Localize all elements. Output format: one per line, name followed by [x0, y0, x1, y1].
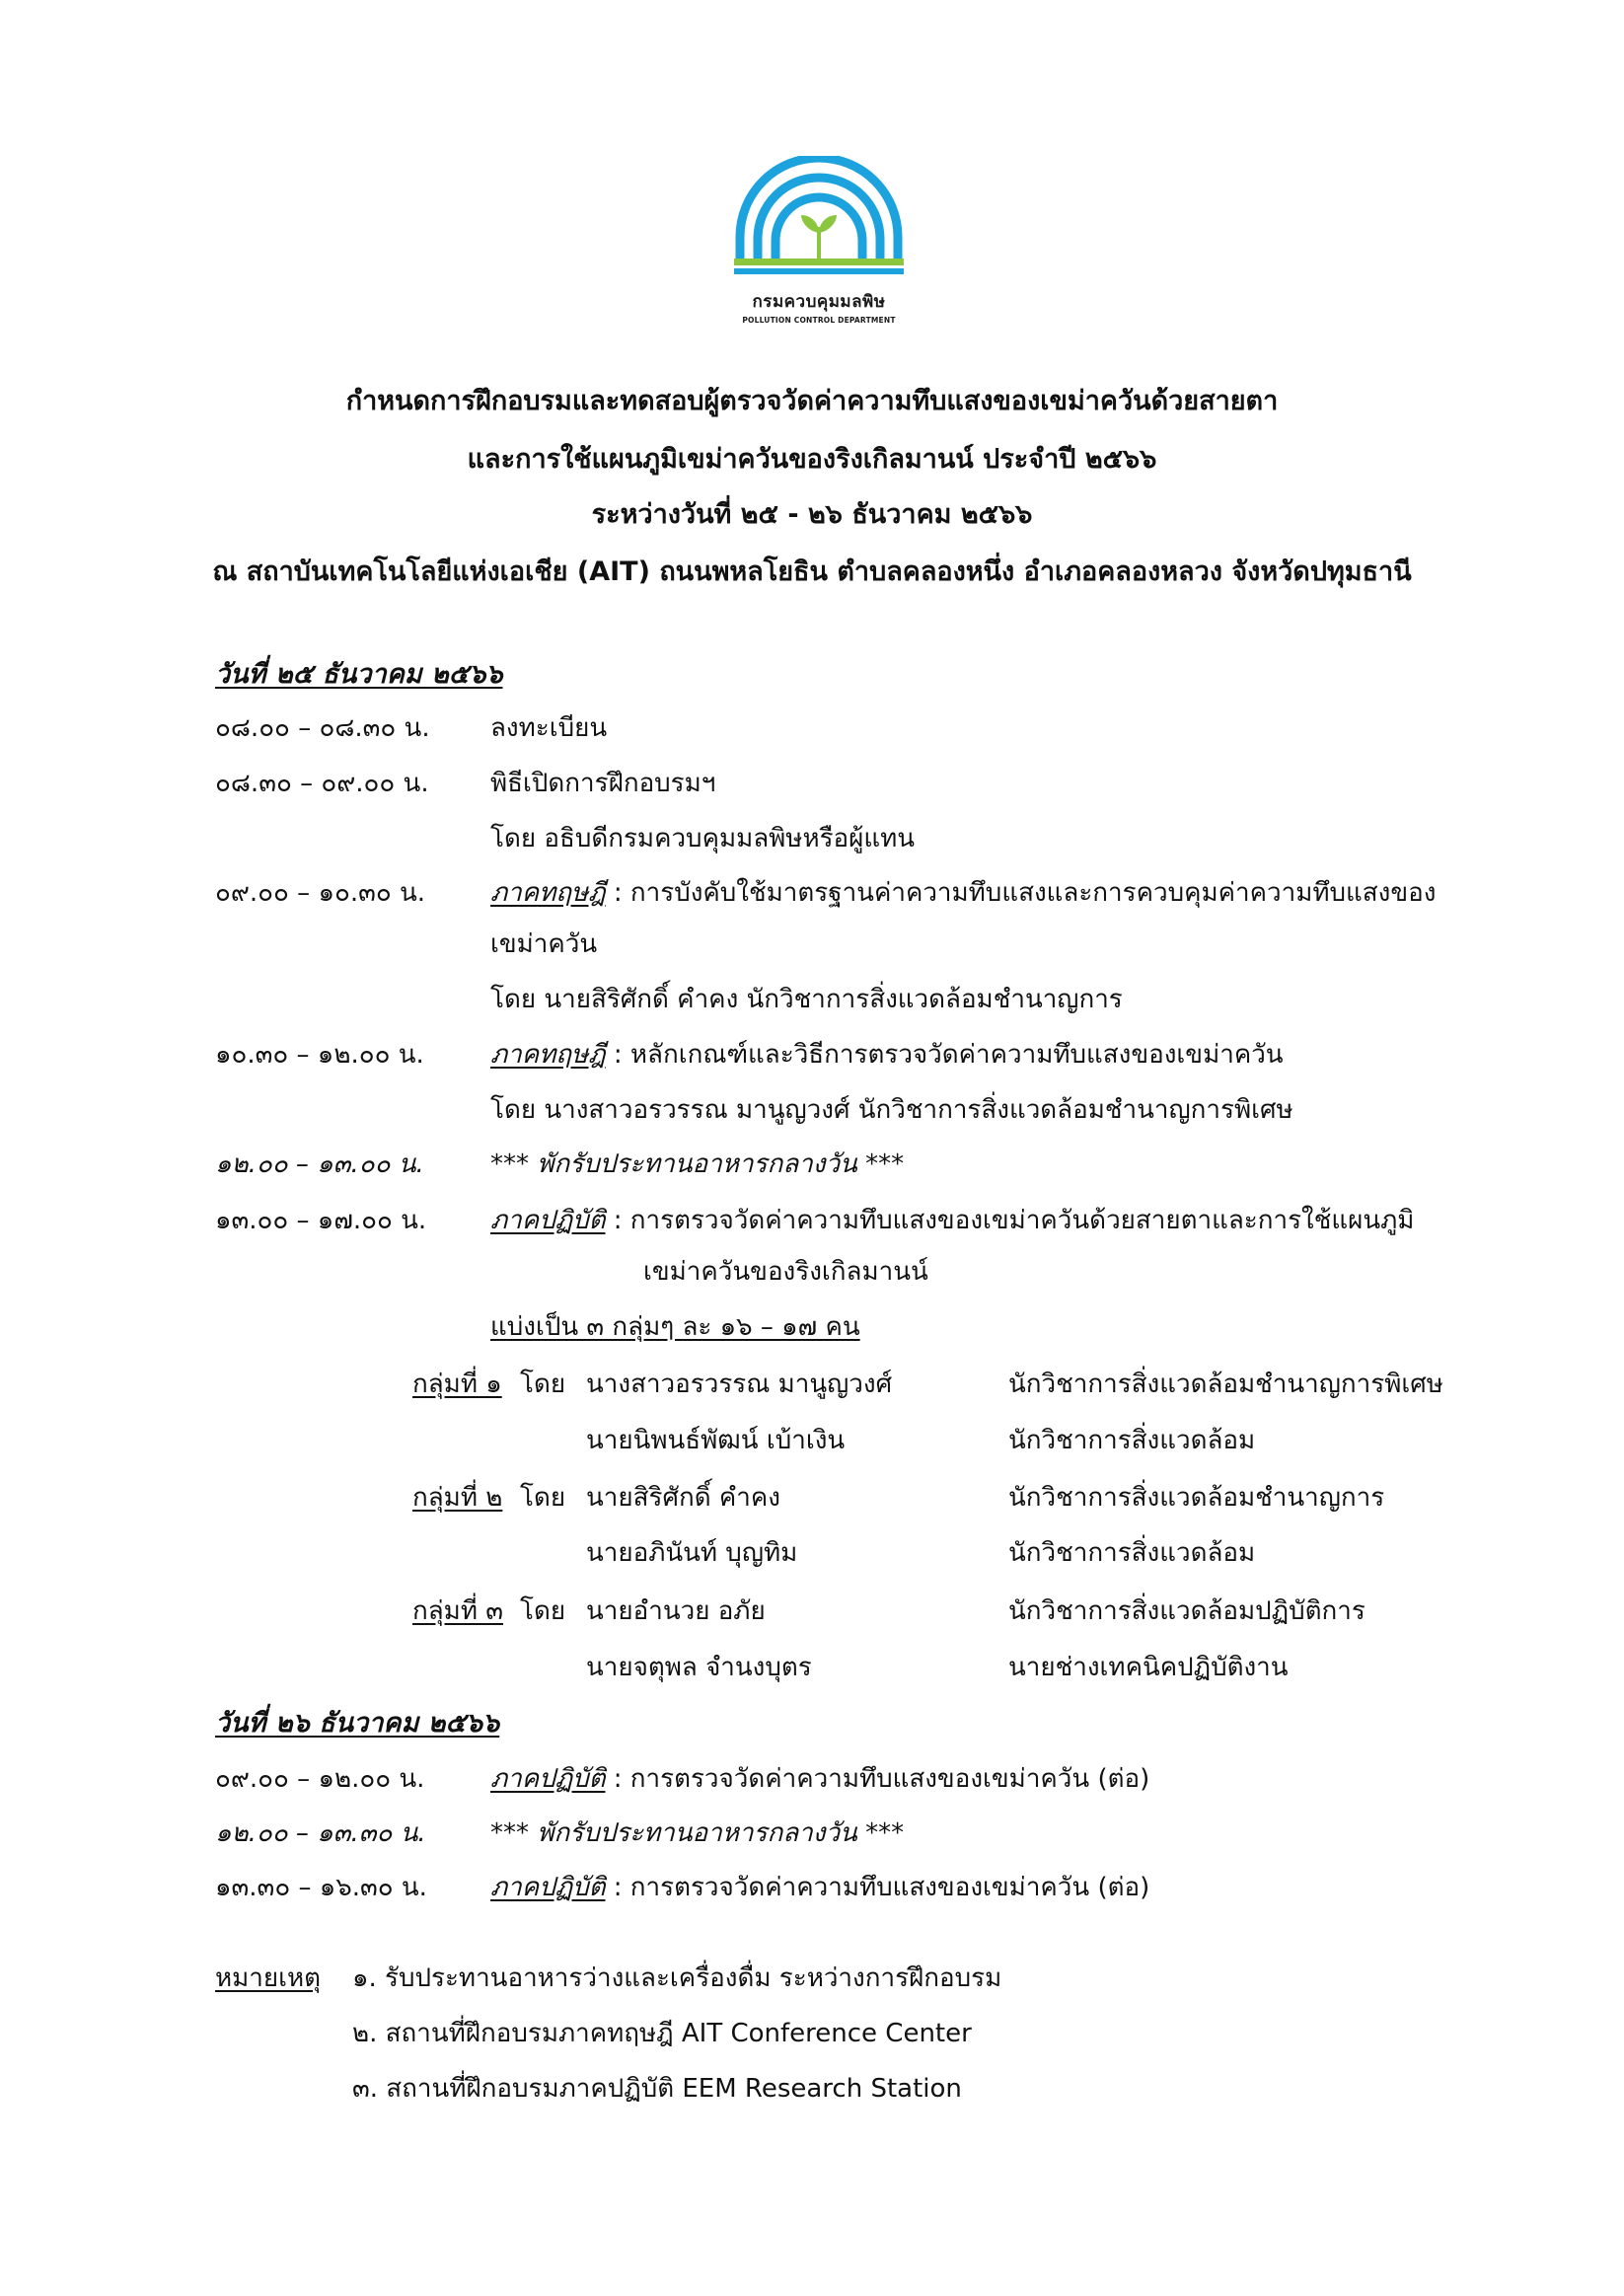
note-item-3: ๓. สถานที่ฝึกอบรมภาคปฏิบัติ EEM Research Station: [352, 2074, 962, 2104]
group-1-label: กลุ่มที่ ๑: [412, 1370, 502, 1399]
day1-activity-6-cont: เขม่าควันของริงเกิลมานน์: [643, 1257, 928, 1287]
day1-time-3: ๐๙.๐๐ – ๑๐.๓๐ น.: [215, 878, 426, 908]
session-type-label: ภาคทฤษฎี: [490, 1040, 606, 1070]
day2-time-3: ๑๓.๓๐ – ๑๖.๓๐ น.: [215, 1873, 427, 1902]
session-topic: : การตรวจวัดค่าความทึบแสงของเขม่าควัน (ต่อ): [605, 1873, 1150, 1902]
session-type-label: ภาคปฏิบัติ: [490, 1764, 606, 1794]
group-1-trainer-2-position: นักวิชาการสิ่งแวดล้อม: [1008, 1426, 1256, 1455]
session-topic: : หลักเกณฑ์และวิธีการตรวจวัดค่าความทึบแสงของเขม่าควัน: [605, 1040, 1284, 1070]
day1-activity-4: [490, 1042, 1284, 1068]
logo-name-en: POLLUTION CONTROL DEPARTMENT: [742, 316, 896, 325]
group-3-trainer-2-position: นายช่างเทคนิคปฏิบัติงาน: [1008, 1653, 1289, 1682]
session-topic: : การตรวจวัดค่าความทึบแสงของเขม่าควันด้วยสายตาและการใช้แผนภูมิ: [605, 1206, 1415, 1235]
day2-heading: วันที่ ๒๖ ธันวาคม ๒๕๖๖: [215, 1708, 500, 1739]
note-item-2: ๒. สถานที่ฝึกอบรมภาคทฤษฎี AIT Conference Center: [352, 2019, 972, 2048]
day1-speaker-4: โดย นางสาวอรวรรณ มานูญวงศ์ นักวิชาการสิ่งแวดล้อมชำนาญการพิเศษ: [490, 1095, 1293, 1125]
document-subtitle: และการใช้แผนภูมิเขม่าควันของริงเกิลมานน์ ประจำปี ๒๕๖๖: [467, 444, 1157, 475]
day2-lunch-break: *** พักรับประทานอาหารกลางวัน ***: [490, 1818, 905, 1848]
day1-speaker-3: โดย นายสิริศักดิ์ คำคง นักวิชาการสิ่งแวดล้อมชำนาญการ: [490, 985, 1123, 1014]
session-type-label: ภาคปฏิบัติ: [490, 1873, 606, 1902]
group-1-trainer-2-name: นายนิพนธ์พัฒน์ เบ้าเงิน: [586, 1426, 846, 1455]
day1-time-1: ๐๘.๐๐ – ๐๘.๓๐ น.: [215, 713, 430, 743]
logo-name-th: กรมควบคุมมลพิษ: [752, 292, 886, 312]
group-3-trainer-1-position: นักวิชาการสิ่งแวดล้อมปฏิบัติการ: [1008, 1596, 1366, 1626]
session-topic: : การบังคับใช้มาตรฐานค่าความทึบแสงและการควบคุมค่าความทึบแสงของ: [605, 878, 1437, 908]
groups-note: แบ่งเป็น ๓ กลุ่มๆ ละ ๑๖ – ๑๗ คน: [490, 1312, 860, 1342]
group-1-trainer-1-name: นางสาวอรวรรณ มานูญวงศ์: [586, 1370, 893, 1399]
group-2-trainer-1-position: นักวิชาการสิ่งแวดล้อมชำนาญการ: [1008, 1483, 1385, 1513]
group-3-label: กลุ่มที่ ๓: [412, 1596, 503, 1626]
day2-time-2: ๑๒.๐๐ – ๑๓.๓๐ น.: [215, 1818, 426, 1848]
day1-time-4: ๑๐.๓๐ – ๑๒.๐๐ น.: [215, 1040, 424, 1070]
session-type-label: ภาคทฤษฎี: [490, 878, 606, 908]
day2-activity-1: [490, 1766, 1149, 1792]
day1-time-6: ๑๓.๐๐ – ๑๗.๐๐ น.: [215, 1206, 427, 1235]
notes-label: หมายเหตุ: [215, 1963, 322, 1993]
day2-time-1: ๐๙.๐๐ – ๑๒.๐๐ น.: [215, 1764, 425, 1794]
group-2-trainer-2-position: นักวิชาการสิ่งแวดล้อม: [1008, 1538, 1256, 1568]
day1-activity-2: พิธีเปิดการฝึกอบรมฯ: [490, 769, 716, 798]
day1-activity-1: ลงทะเบียน: [490, 713, 608, 743]
group-3-by: โดย: [520, 1596, 566, 1626]
day2-activity-3: [490, 1875, 1149, 1900]
group-3-trainer-1-name: นายอำนวย อภัย: [586, 1596, 766, 1626]
day1-activity-3-cont: เขม่าควัน: [490, 929, 598, 959]
day1-time-5: ๑๒.๐๐ – ๑๓.๐๐ น.: [215, 1149, 424, 1179]
day1-activity-6: [490, 1208, 1414, 1233]
group-1-trainer-1-position: นักวิชาการสิ่งแวดล้อมชำนาญการพิเศษ: [1008, 1370, 1443, 1399]
group-2-trainer-2-name: นายอภินันท์ บุญทิม: [586, 1538, 798, 1568]
date-range: ระหว่างวันที่ ๒๕ - ๒๖ ธันวาคม ๒๕๖๖: [591, 499, 1033, 530]
day1-time-2: ๐๘.๓๐ – ๐๙.๐๐ น.: [215, 769, 429, 798]
group-2-trainer-1-name: นายสิริศักดิ์ คำคง: [586, 1483, 780, 1513]
day1-lunch-break: *** พักรับประทานอาหารกลางวัน ***: [490, 1149, 905, 1179]
day1-activity-3: [490, 880, 1436, 906]
day1-heading: วันที่ ๒๕ ธันวาคม ๒๕๖๖: [215, 659, 503, 690]
group-2-label: กลุ่มที่ ๒: [412, 1483, 503, 1513]
session-topic: : การตรวจวัดค่าความทึบแสงของเขม่าควัน (ต่อ): [605, 1764, 1150, 1794]
group-3-trainer-2-name: นายจตุพล จำนงบุตร: [586, 1653, 812, 1682]
venue: ณ สถาบันเทคโนโลยีแห่งเอเชีย (AIT) ถนนพหลโยธิน ตำบลคลองหนึ่ง อำเภอคลองหลวง จังหวัดปทุมธานี: [212, 556, 1412, 587]
day1-speaker-2: โดย อธิบดีกรมควบคุมมลพิษหรือผู้แทน: [490, 824, 916, 853]
document-title: กำหนดการฝึกอบรมและทดสอบผู้ตรวจวัดค่าความทึบแสงของเขม่าควันด้วยสายตา: [345, 386, 1279, 416]
note-item-1: ๑. รับประทานอาหารว่างและเครื่องดื่ม ระหว่างการฝึกอบรม: [352, 1963, 1002, 1993]
group-2-by: โดย: [520, 1483, 566, 1513]
pcd-emblem-icon: [728, 156, 910, 286]
group-1-by: โดย: [520, 1370, 566, 1399]
session-type-label: ภาคปฏิบัติ: [490, 1206, 606, 1235]
department-logo: [728, 156, 910, 333]
